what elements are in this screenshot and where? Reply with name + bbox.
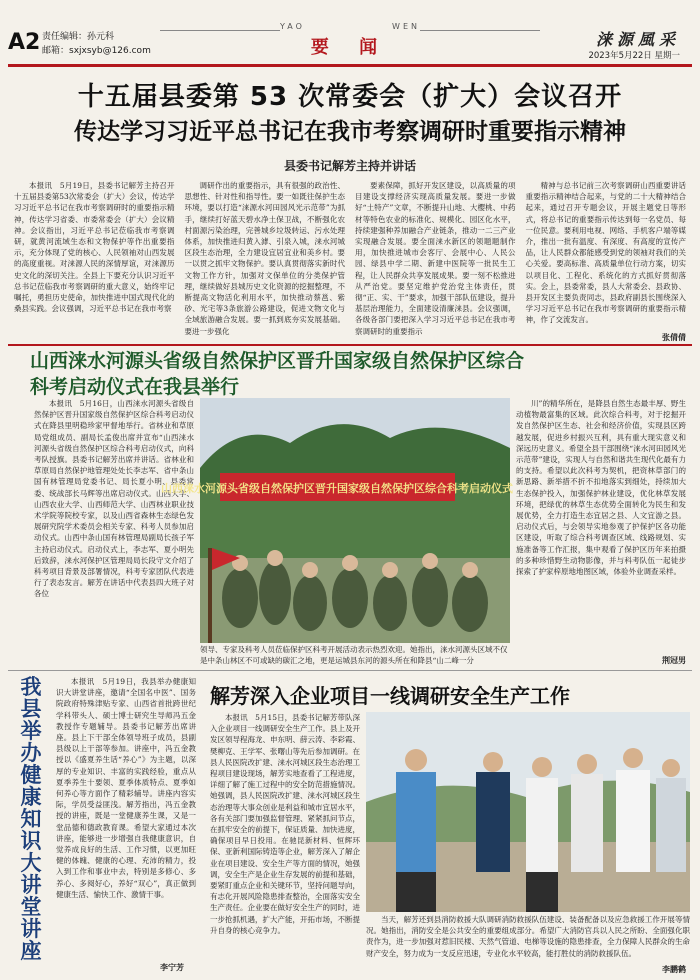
- header-rule: [8, 64, 692, 67]
- headline-nature-reserve-line1: 山西涞水河源头省级自然保护区晋升国家级自然保护区综合: [30, 350, 525, 372]
- headline-main-line2: 传达学习习近平总书记在我市考察调研时重要指示精神: [74, 119, 626, 145]
- section-pinyin-2: WEN: [392, 22, 420, 31]
- article2-left: [34, 398, 194, 666]
- reserve-ceremony-photo: [161, 398, 513, 643]
- article3-col: 本报讯 5月19日，我县举办健康知识大讲堂讲座，邀请“全国名中医”、国务院政府特殊津贴专家、山西省首批跨世纪学科带头人、硕士博士研究生导师冯五金教授作专题辅导。县委书记解芳出席讲座。县上下干部全体领导班子成员，县副县级以上干部等参加。讲座中，冯五金教授以《盛夏养生话“养心”》为主题，以深厚的专业知识、丰富的实践经验，重点从夏季养生十要领、夏季体质特点、夏季如何养心等方面作了精彩辅导。讲座内容实际，学员受益匪浅。解芳指出，冯五金教授的讲座，既是一堂健康养生课，又是一堂品德和德政教育课。希望大家通过本次讲座，能够进一步增强自我健康意识，自觉养成良好的生活、工作习惯，以更加旺健的体魄、健康的心理、充沛的精力，投入到工作和事业中去，特别是多修心、多养心、多阅好心，养好“双心”，真正做到健康生活、愉快工作、激情干事。: [56, 677, 196, 899]
- article1-col2: 调研作出的重要指示，具有很强的政治性、思想性、针对性和指导性。要一如既往保护生态环境，要以打造“涞源水河田园风光示范带”为抓手，继续打好蓝天碧水净土保卫战，不断强化农村面源污染治理，完善城乡垃圾转运、污水处理体系，加快推进归黄入滹、引泉入城，涞水河城区段生态治理，全力建设宜居宜业和美乡村。要一以贯之抓牢文物保护。要认真贯彻落实新时代文物工作方针，加强对文保单位的分类保护管理，继续做好县城历史文化资源的挖掘整理，不断提高文物活化利用水平，加快推动蔡邕、紫砂、光宅等3条旅游公路建设，促进文物文化与全域旅游融合发展。要一抓到底夯实发展基础。要进一步强化: [184, 181, 345, 336]
- article2-right: [516, 398, 686, 638]
- headline-health-lecture: 我县举办健康知识大讲堂讲座: [20, 675, 42, 963]
- masthead: [0, 0, 700, 70]
- section-title: 要 闻: [310, 37, 390, 58]
- article1-col1: 本报讯 5月19日，县委书记解芳主持召开十五届县委第53次常委会（扩大）会议，传达学习习近平总书记在我市考察调研时的重要指示精神，传达学习省委、市委常委会（扩大）会议精神。会议指出，习近平总书记莅临我市考察调研，就黄河流域生态和文物保护等作出重要指示，充分体现了党的核心、人民领袖对山西发展的高度重视。对涞源人民的深情厚谊，对涞源历史文化的深切关注。全县上下要充分认识习近平总书记莅临我市考察调研的重大意义，始终牢记嘱托，勇担历史使命，加快推进中国式现代化的桑县实践。会议强调，习近平总书记在我市考察: [14, 181, 175, 314]
- article4-col2: 当天，解芳还到县消防救援大队调研消防救援队伍建设、装备配备以及应急救援工作开展等情况。她指出，消防安全是公共安全的重要组成部分。希望广大消防官兵以人民之所盼、全面强化职责作为，进一步加强对惹旧民楼、天然气管道、电梯等设施的隐患排查，全力保障人民群众的生命财产安全，努力成为一支反应迅速，专业化水平较高，能打胜仗的消防救援队伍。: [366, 915, 690, 958]
- page-number: A2: [8, 30, 41, 55]
- section-divider: [8, 344, 692, 346]
- article2-author: 荆冠男: [662, 656, 686, 665]
- issue-date: 2023年5月22日 星期一: [588, 51, 680, 61]
- article4-col1: 本报讯 5月15日，县委书记解芳带队深入企业项目一线调研安全生产工作。县上及开发区领导程海龙、申东明、薛云涛、李彩霞、樊柳克、王学军、张曙山等先后参加调研。在县人民医院改扩建、涞水河城区段生态治理工程项目建设现场，解芳实地查看了工程进度，详细了解了施工过程中的安全防范措施情况。她强调，县人民医院改扩建、涞水河城区段生态治理等大事众创业是利益和城市宜居水平，各有关部门要加强监督管理、紧紧抓问节点，在抓牢安全的前提下，保证质量、加快进度，确保项目早日投用。在驰昆新材料、恒辉环保、亚新利国际铸造等企业，解芳深入了解企业在项目建设、安全生产等方面的情况，她强调，安全生产是企业生存发展的前提和基础，要紧盯重点企业和关键环节，坚持问题导向，有志化开展风险隐患排查整治，全面落实安全生产责任。企业要在做好安全生产的同时，进一步抢抓机遇，扩大产能，开拓市场，不断提升自身的核心竞争力。: [210, 713, 360, 935]
- article1-col4: 精神与总书记前三次考察调研山西重要讲话重要指示精神结合起来，与党的二十大精神结合起来，通过召开专题会议，开展主题党日等形式，将总书记的重要指示传达到每一名党员、每一位民意。要利用电视、网络、手机客户端等媒介，推出一批有温度、有深度、有高度的宣传产品，让人民群众都能感受到党的领袖对我们的关心关爱。要高标准、高质量单位行动方案，切实以项目化、工程化、系统化的方式抓好贯彻落实。会上，县委常委，县人大常委会、县政协、县开发区主要负责同志，县政府副县长围绕深入学习习近平总书记在我市考察调研的重要指示精神，作了交流发言。: [525, 181, 686, 325]
- article4-left: [210, 712, 360, 974]
- section-label: [260, 22, 440, 59]
- article2-bridge-text: 领导、专家及科考人员莅临保护区科考开展活动表示热烈欢迎。她指出，涞水河源头区域不仅是中条山林区不可或缺的碳汇之地，更是运城县东河的源头所在和降县“山二峰一分: [200, 645, 508, 665]
- headline-safety-inspection: 解芳深入企业项目一线调研安全生产工作: [210, 684, 570, 708]
- article3-author: 李宁芳: [160, 963, 184, 972]
- article2-col2: 川”的精华所在，是降县自然生态最丰厚、野生动植物最富集的区域。此次综合科考，对于挖掘开发自然保护区生态、社会和经济价值，实现县区跨越发展，促进乡村振兴互利，具有重大现实意义和深远历史意义。希望全县干部围绕“涞水河田园风光示范带”建设，实现人与自然和谐共生现代化最有力的支持。希望以此次科考为契机，把资林草部门的新思路、新举措不折不扣地落实到细处，持续加大生态保护投入，加强保护林业建设，优化林草发展环境，把绿优的林草生态优势全面转化为民生和发展优势，全力打造生态宜居之县、人文宜游之县。启动仪式后，与会领导实地参观了护保护区各功能区建设，听取了综合科考调查区域、线路规划、实施准备等工作汇报，集中观看了保护区历年来拍摄的多种珍惜野生动物影像，并与科考队伍一起徒步探索了护家梓原地地图区域，体验外业调查采样。: [516, 399, 686, 577]
- section-pinyin-1: YAO: [280, 22, 305, 31]
- section-rule-right: [420, 30, 540, 31]
- article4-author: 李鹏鹤: [662, 965, 686, 974]
- editor-info: [42, 30, 151, 58]
- section-pinyin: [260, 22, 440, 31]
- inspection-photo-illustration: [366, 712, 690, 912]
- article3-body: [56, 676, 196, 956]
- article1-author: 张倩倩: [662, 333, 686, 342]
- editor-email: 邮箱：sxjxsyb@126.com: [42, 46, 151, 56]
- article4-right: [366, 914, 690, 974]
- headline-subtitle: 县委书记解芳主持并讲话: [283, 159, 416, 173]
- editor-name: 责任编辑：孙元科: [42, 32, 115, 42]
- ceremony-photo-illustration: [161, 398, 513, 643]
- article2-col1: 本报讯 5月16日，山西涞水河源头省级自然保护区晋升国家级自然保护区综合科考启动仪式在降县里明稳珍家甲督地举行。省林业和草原局党组成员、副局长孟俊出席并宣布“山西涞水河源头省级自然保护区综合科考启动仪式，向科考队授旗。县委书记解芳出席并讲话。省林业和草原局自然保护地管理处处长李志军、省中条山国有林管理局党委书记、局长夏小明、县委常委、统战部长马辉等出席启动仪式。山西大学、山西农业大学、山西师范大学、山西林业职业技术学院等院校专家，以及山西省森林生态绿色发展研究院学术委员会相关专家、科考人员参加启动仪式。山西中条山国有林管理局副局长孩子军主持启动仪式。启动仪式上，李志军、夏小明先后致辞，涞水河保护区管理局局长段守文介绍了科考项目背景及部署情况，科考专家团队代表进行了表态发言。解芳在讲话中代表县四大班子对各位: [34, 399, 194, 599]
- article1-col3: 要素保障，抓好开发区建设，以高质量的项目建设支撑经济实现高质量发展。要进一步做好“土特产”文章，不断提升山地、大樱桃、中药材等特色农业的标准化、规模化、园区化水平，持续建强种养加融合产业链条，推动一二三产业实现融合发展。要全面涞水新区的领题题制作用，加快推进城市会客厅、会展中心、人民公园、绿县中学二期、新建中医院等一批民生工程，让人民群众共享发展成果。要一刻不松推进从严治党。要坚定维护党治党主体责任，贯彻“正、实、干”要求，加强干部队伍建设，提升基层治理能力，全面建设清廉涞县。会议强调，各级各部门要把深入学习习近平总书记在我市考察调研时的重要指示: [355, 181, 516, 336]
- newspaper-brand: 涞源風采: [595, 30, 680, 49]
- headline-main: 十五届县委第 53 次常委会（扩大）会议召开: [77, 82, 623, 112]
- headline-nature-reserve: [30, 348, 680, 400]
- article1-body: [14, 180, 686, 336]
- banner-text: 山西涞水河源头省级自然保护区晋升国家级自然保护区综合科考启动仪式: [161, 482, 513, 495]
- headline-nature-reserve-line2: 科考启动仪式在我县举行: [30, 376, 240, 398]
- section-divider-2: [8, 670, 692, 671]
- inspection-photo: [366, 712, 690, 912]
